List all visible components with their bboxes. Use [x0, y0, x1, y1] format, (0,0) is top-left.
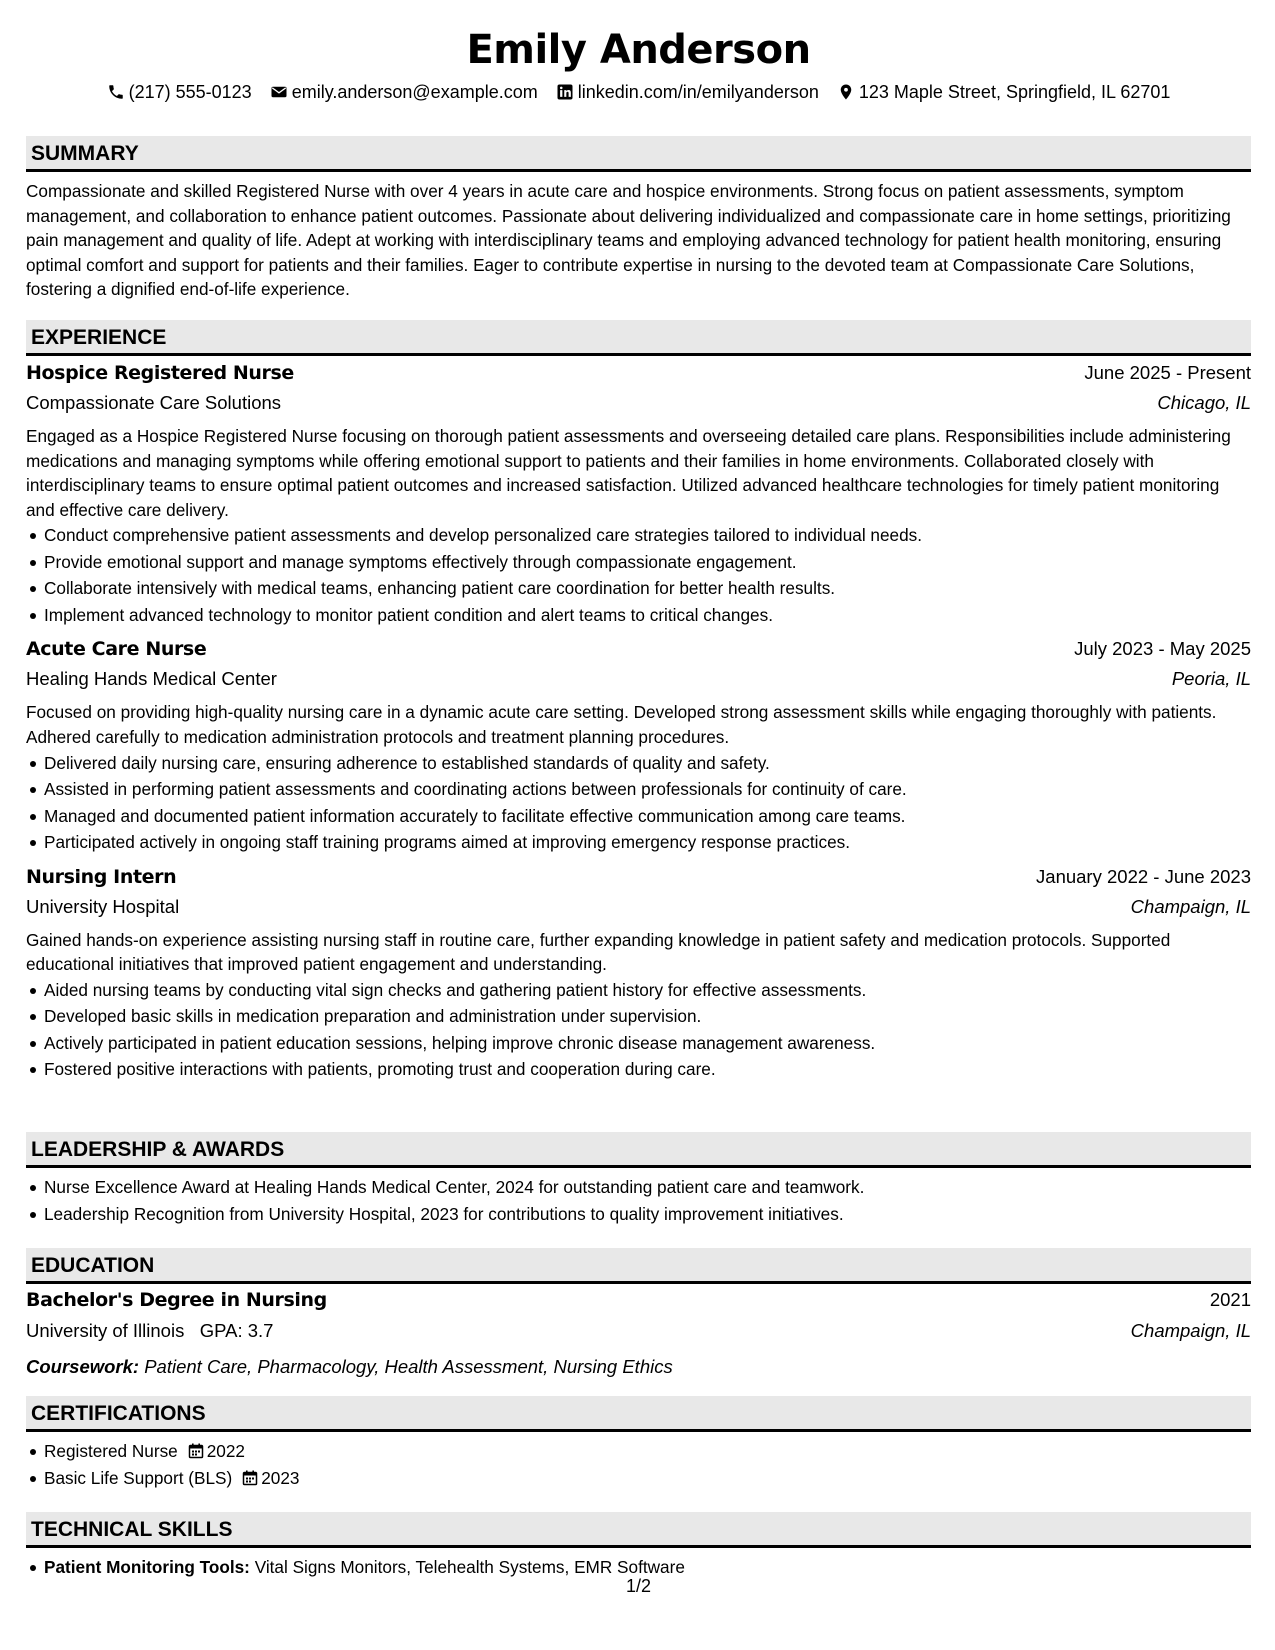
- list-item: Participated actively in ongoing staff training programs aimed at improving emergency response practices.: [26, 829, 1251, 856]
- job-title: Hospice Registered Nurse: [26, 362, 294, 384]
- graduation-year: 2021: [1209, 1289, 1251, 1310]
- contact-linkedin[interactable]: [556, 80, 819, 104]
- calendar-icon: [188, 1443, 204, 1459]
- school-line: [26, 1320, 273, 1342]
- list-item: Delivered daily nursing care, ensuring adherence to established standards of quality and safety.: [26, 750, 1251, 777]
- summary-text: Compassionate and skilled Registered Nurse with over 4 years in acute care and hospice environments. Strong focus on patient assessments, symptom management, and collaboration to enhance patient outcomes. Passionate about delivering individualized and compassionate care in home settings, prioritizing pain management and quality of life. Adept at working with interdisciplinary teams and employing advanced technology for patient health monitoring, ensuring optimal comfort and support for patients and their families. Eager to contribute expertise in nursing to the devoted team at Compassionate Care Solutions, fostering a dignified end-of-life experience.: [26, 181, 1231, 300]
- awards-section: [26, 1132, 1251, 1227]
- job-title: Acute Care Nurse: [26, 638, 207, 661]
- education-header: [26, 1289, 1251, 1320]
- linkedin-text: linkedin.com/in/emilyanderson: [577, 82, 819, 102]
- list-item: Provide emotional support and manage symptoms effectively through compassionate engagement.: [26, 549, 1251, 576]
- job-header: [26, 638, 1251, 668]
- job-organization: Healing Hands Medical Center: [26, 668, 277, 690]
- contact-phone: [107, 80, 252, 104]
- list-item: Developed basic skills in medication preparation and administration under supervision.: [26, 1003, 1251, 1030]
- section-heading: EDUCATION: [26, 1248, 1251, 1284]
- section-heading: EXPERIENCE: [26, 320, 1251, 356]
- job-header: [26, 866, 1251, 896]
- list-item: [26, 1465, 1251, 1492]
- school-location: Champaign, IL: [1130, 1320, 1251, 1341]
- job-bullets: [26, 750, 1251, 856]
- section-heading: CERTIFICATIONS: [26, 1396, 1251, 1432]
- cert-year: 2022: [206, 1441, 245, 1461]
- cert-year: 2023: [261, 1467, 300, 1488]
- phone-icon: [107, 83, 125, 101]
- education-section: [26, 1248, 1251, 1382]
- job-subheader: [26, 896, 1251, 928]
- job-organization: University Hospital: [26, 895, 180, 917]
- job-title: Nursing Intern: [26, 865, 177, 888]
- experience-section: [26, 320, 1251, 1083]
- candidate-name: Emily Anderson: [466, 27, 811, 73]
- job-entry: [26, 638, 1251, 855]
- job-entry: [26, 866, 1251, 1083]
- job-organization: Compassionate Care Solutions: [26, 392, 282, 413]
- linkedin-icon: [556, 83, 574, 101]
- gpa: GPA: 3.7: [199, 1320, 274, 1341]
- calendar-icon: [242, 1470, 258, 1486]
- job-dates: July 2023 - May 2025: [1074, 638, 1251, 660]
- job-header: [26, 362, 1251, 392]
- certifications-section: [26, 1396, 1251, 1491]
- list-item: Aided nursing teams by conducting vital sign checks and gathering patient history for effective assessments.: [26, 977, 1251, 1004]
- school-name: University of Illinois: [26, 1320, 185, 1341]
- list-item: Actively participated in patient education sessions, helping improve chronic disease management awareness.: [26, 1030, 1251, 1057]
- job-description: Engaged as a Hospice Registered Nurse focusing on thorough patient assessments and overseeing detailed care plans. Responsibilities include administering medications and managing symptoms while offering emotional support to patients and their families in home environments. Collaborated closely with interdisciplinary teams to ensure optimal patient outcomes and increased satisfaction. Utilized advanced healthcare technologies for timely patient monitoring and effective care delivery.: [26, 426, 1231, 520]
- job-subheader: [26, 392, 1251, 424]
- summary-section: [26, 136, 1251, 302]
- section-heading: SUMMARY: [26, 136, 1251, 172]
- cert-name: Basic Life Support (BLS): [44, 1467, 233, 1488]
- job-description: Focused on providing high-quality nursing care in a dynamic acute care setting. Developed strong assessment skills while engaging thoroughly with patients. Adhered carefully to medication administration protocols and treatment planning procedures.: [26, 702, 1217, 747]
- list-item: Fostered positive interactions with patients, promoting trust and cooperation during care.: [26, 1056, 1251, 1083]
- job-location: Peoria, IL: [1171, 668, 1251, 690]
- section-heading: TECHNICAL SKILLS: [26, 1512, 1251, 1548]
- list-item: Managed and documented patient information accurately to facilitate effective communication among care teams.: [26, 803, 1251, 830]
- phone-text: (217) 555-0123: [128, 82, 252, 102]
- address-text: 123 Maple Street, Springfield, IL 62701: [858, 82, 1171, 102]
- job-description: Gained hands-on experience assisting nursing staff in routine care, further expanding knowledge in patient safety and medication protocols. Supported educational initiatives that improved patient engagement and understanding.: [26, 929, 1171, 975]
- degree-title: Bachelor's Degree in Nursing: [26, 1289, 327, 1311]
- job-location: Champaign, IL: [1130, 895, 1251, 917]
- job-location: Chicago, IL: [1157, 392, 1251, 413]
- coursework-line: [26, 1351, 1251, 1382]
- list-item: Leadership Recognition from University Hospital, 2023 for contributions to quality improvement initiatives.: [26, 1201, 1251, 1228]
- job-dates: January 2022 - June 2023: [1036, 865, 1251, 887]
- job-entry: [26, 362, 1251, 628]
- list-item: [26, 1438, 1251, 1465]
- certifications-list: [26, 1438, 1251, 1491]
- resume-page: [26, 0, 1251, 1650]
- cert-name: Registered Nurse: [44, 1441, 178, 1461]
- list-item: Collaborate intensively with medical teams, enhancing patient care coordination for better health results.: [26, 575, 1251, 602]
- location-pin-icon: [837, 83, 855, 101]
- section-heading: LEADERSHIP & AWARDS: [26, 1132, 1251, 1168]
- job-bullets: [26, 977, 1251, 1083]
- awards-list: [26, 1174, 1251, 1227]
- job-bullets: [26, 522, 1251, 628]
- email-icon: [270, 83, 288, 101]
- job-subheader: [26, 668, 1251, 700]
- coursework-label: Coursework:: [26, 1356, 140, 1377]
- coursework-text: Patient Care, Pharmacology, Health Assessment, Nursing Ethics: [144, 1356, 673, 1377]
- skill-label: Patient Monitoring Tools:: [44, 1557, 250, 1577]
- skills-section: [26, 1512, 1251, 1581]
- contact-email[interactable]: [270, 80, 538, 104]
- list-item: Conduct comprehensive patient assessments and develop personalized care strategies tailored to individual needs.: [26, 522, 1251, 549]
- list-item: Nurse Excellence Award at Healing Hands Medical Center, 2024 for outstanding patient care and teamwork.: [26, 1174, 1251, 1201]
- education-subheader: [26, 1320, 1251, 1351]
- contact-address: [837, 80, 1171, 104]
- job-dates: June 2025 - Present: [1084, 362, 1251, 383]
- email-text: emily.anderson@example.com: [291, 82, 538, 102]
- list-item: Implement advanced technology to monitor patient condition and alert teams to critical changes.: [26, 602, 1251, 629]
- list-item: Assisted in performing patient assessments and coordinating actions between professionals for continuity of care.: [26, 776, 1251, 803]
- page-number: 1/2: [625, 1576, 652, 1596]
- skill-value: Vital Signs Monitors, Telehealth Systems, EMR Software: [254, 1557, 685, 1577]
- contact-bar: [26, 80, 1251, 104]
